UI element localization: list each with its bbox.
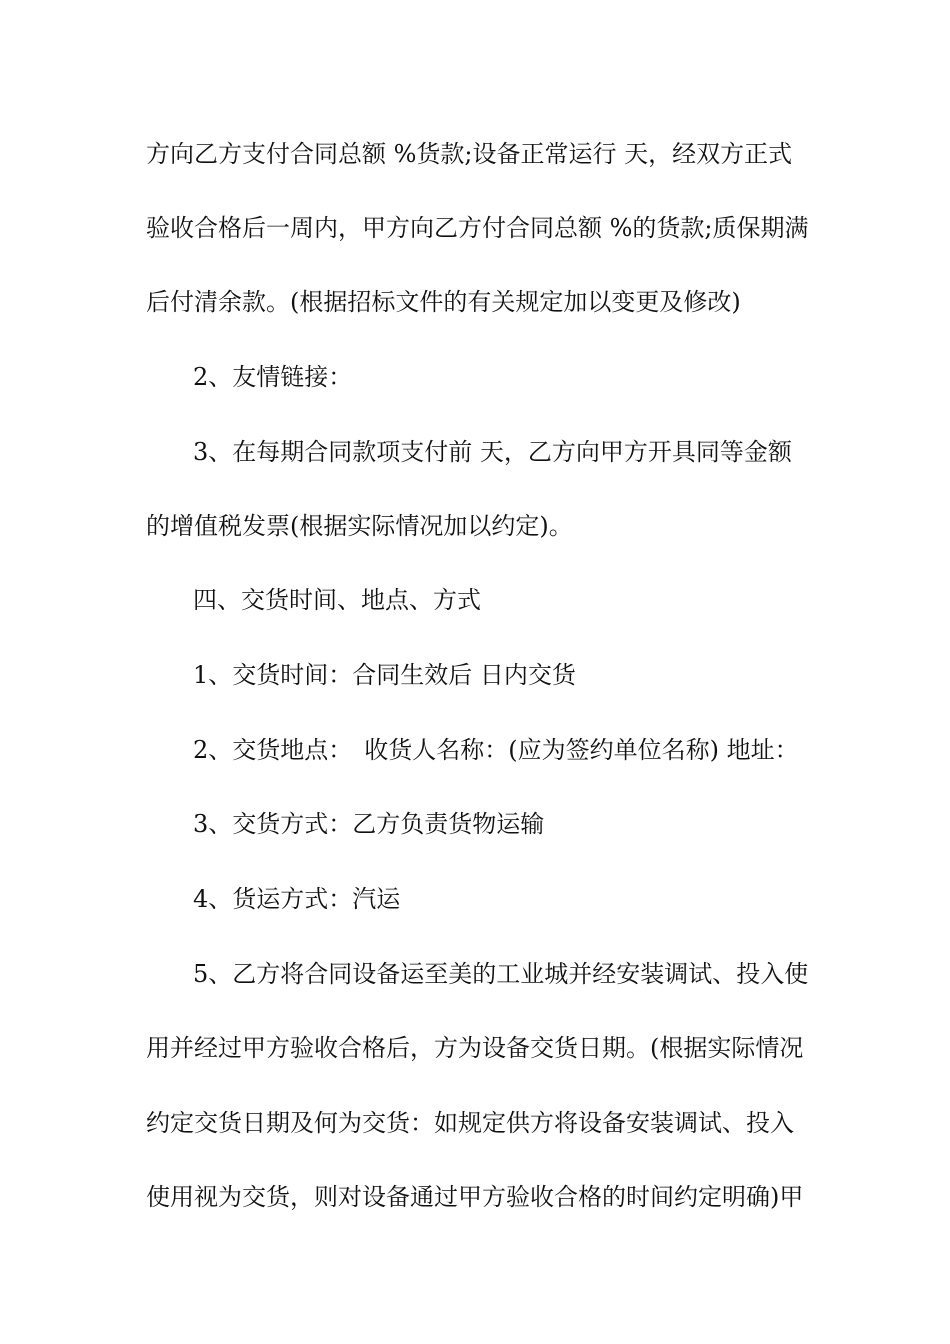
text-line: 2、友情链接： <box>193 363 353 391</box>
text-line: 的增值税发票(根据实际情况加以约定)。 <box>146 512 573 540</box>
text-line: 约定交货日期及何为交货：如规定供方将设备安装调试、投入 <box>146 1109 794 1137</box>
text-line: 1、交货时间：合同生效后 日内交货 <box>193 661 576 689</box>
text-line: 5、乙方将合同设备运至美的工业城并经安装调试、投入使 <box>193 960 809 988</box>
text-line: 3、在每期合同款项支付前 天，乙方向甲方开具同等金额 <box>193 438 792 466</box>
text-line: 4、货运方式：汽运 <box>193 885 401 913</box>
text-line: 3、交货方式：乙方负责货物运输 <box>193 810 545 838</box>
text-line: 验收合格后一周内，甲方向乙方付合同总额 %的货款;质保期满 <box>146 214 809 242</box>
text-line: 方向乙方支付合同总额 %货款;设备正常运行 天，经双方正式 <box>146 140 793 168</box>
text-line: 用并经过甲方验收合格后，方为设备交货日期。(根据实际情况 <box>146 1034 804 1062</box>
text-line: 使用视为交货，则对设备通过甲方验收合格的时间约定明确)甲 <box>146 1183 804 1211</box>
text-line: 后付清余款。(根据招标文件的有关规定加以变更及修改) <box>146 288 741 316</box>
text-line: 2、交货地点： 收货人名称：(应为签约单位名称) 地址： <box>193 736 799 764</box>
section-heading: 四、交货时间、地点、方式 <box>193 586 481 614</box>
